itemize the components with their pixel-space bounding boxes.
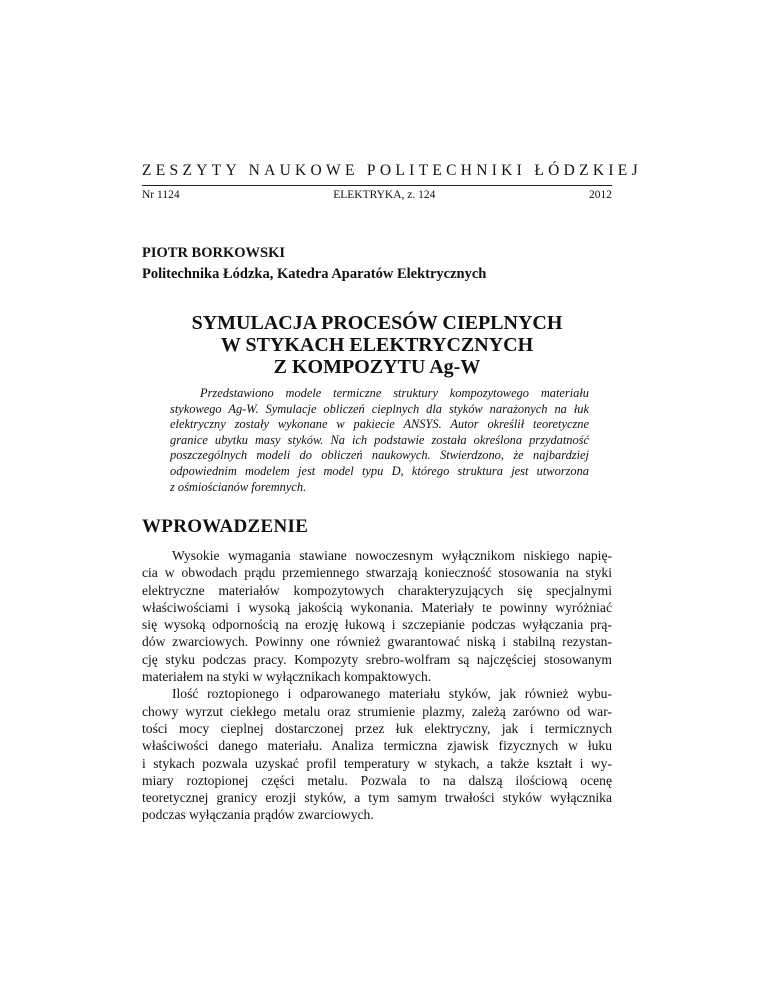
issue-year: 2012	[589, 189, 612, 201]
body-line: chowy wyrzut ciekłego metalu oraz strumienie plazmy, zależą zarówno od war-	[142, 703, 612, 719]
body-line: Ilość roztopionego i odparowanego materiału styków, jak również wybu-	[172, 686, 612, 702]
body-line: Wysokie wymagania stawiane nowoczesnym wyłącznikom niskiego napię-	[172, 548, 612, 563]
abstract-line: z ośmiościanów foremnych.	[170, 479, 307, 494]
body-line: i stykach pozwala uzyskać profil temperatury w stykach, a także kształt i wy-	[142, 755, 612, 771]
body-line: elektryczne materiałów kompozytowych charakteryzujących się specjalnymi	[142, 582, 612, 598]
body-line: miary roztopionej części metalu. Pozwala to na dalszą ilościową ocenę	[142, 772, 612, 788]
body-line: materiałem na styki w wyłącznikach kompaktowych.	[142, 669, 432, 685]
issue-number: Nr 1124	[142, 189, 180, 201]
body-line: dów zwarciowych. Powinny one również gwarantować niską i stabilną rezystan-	[142, 634, 612, 650]
journal-title: ZESZYTY NAUKOWE POLITECHNIKI ŁÓDZKIEJ	[142, 162, 642, 179]
title-line: Z KOMPOZYTU Ag-W	[273, 356, 481, 378]
body-text	[142, 547, 612, 824]
body-line: tości mocy cieplnej dostarczonej przez łuk elektryczny, jak i termicznych	[142, 720, 612, 736]
abstract-line: Przedstawiono modele termiczne struktury kompozytowego materiału	[200, 386, 589, 400]
abstract-line: granice ubytku masy styków. Na ich podstawie została określona przydatność	[170, 432, 589, 447]
issue-info-row	[142, 189, 612, 201]
body-line: podczas wyłączania prądów zwarciowych.	[142, 807, 374, 823]
abstract-line: elektryczny zostały wykonane w pakiecie ANSYS. Autor określił teoretyczne	[170, 417, 589, 432]
abstract-line: odpowiednim modelem jest model typu D, którego struktura jest utworzona	[170, 463, 589, 478]
author-name: PIOTR BORKOWSKI	[142, 245, 286, 261]
author-affiliation: Politechnika Łódzka, Katedra Aparatów Elektrycznych	[142, 266, 487, 282]
body-line: właściwości danego materiału. Analiza termiczna zjawisk fizycznych w łuku	[142, 738, 612, 754]
title-line: W STYKACH ELEKTRYCZNYCH	[220, 334, 534, 356]
body-line: cję styku podczas pracy. Kompozyty srebro-wolfram są najczęściej stosowanym	[142, 651, 612, 667]
title-line: SYMULACJA PROCESÓW CIEPLNYCH	[191, 312, 563, 334]
paper-title	[142, 312, 612, 378]
body-line: teoretycznej granicy erozji styków, a tym samym trwałości styków wyłącznika	[142, 790, 612, 806]
section-heading: WPROWADZENIE	[142, 516, 309, 537]
abstract-line: poszczególnych modeli do obliczeń naukowych. Stwierdzono, że najbardziej	[170, 448, 589, 463]
header-rule	[142, 185, 612, 186]
body-line: cia w obwodach prądu przemiennego stwarzają konieczność stosowania na styki	[142, 565, 612, 581]
abstract	[170, 386, 589, 495]
body-line: właściwościami i wysoką jakością wykonania. Materiały te powinny wyróżniać	[142, 599, 612, 615]
body-line: się wysoką odpornością na erozję łukową i szczepianie podczas wyłączania prą-	[142, 617, 612, 633]
abstract-line: stykowego Ag-W. Symulacje obliczeń cieplnych dla styków narażonych na łuk	[170, 401, 589, 416]
series-info: ELEKTRYKA, z. 124	[333, 189, 436, 201]
